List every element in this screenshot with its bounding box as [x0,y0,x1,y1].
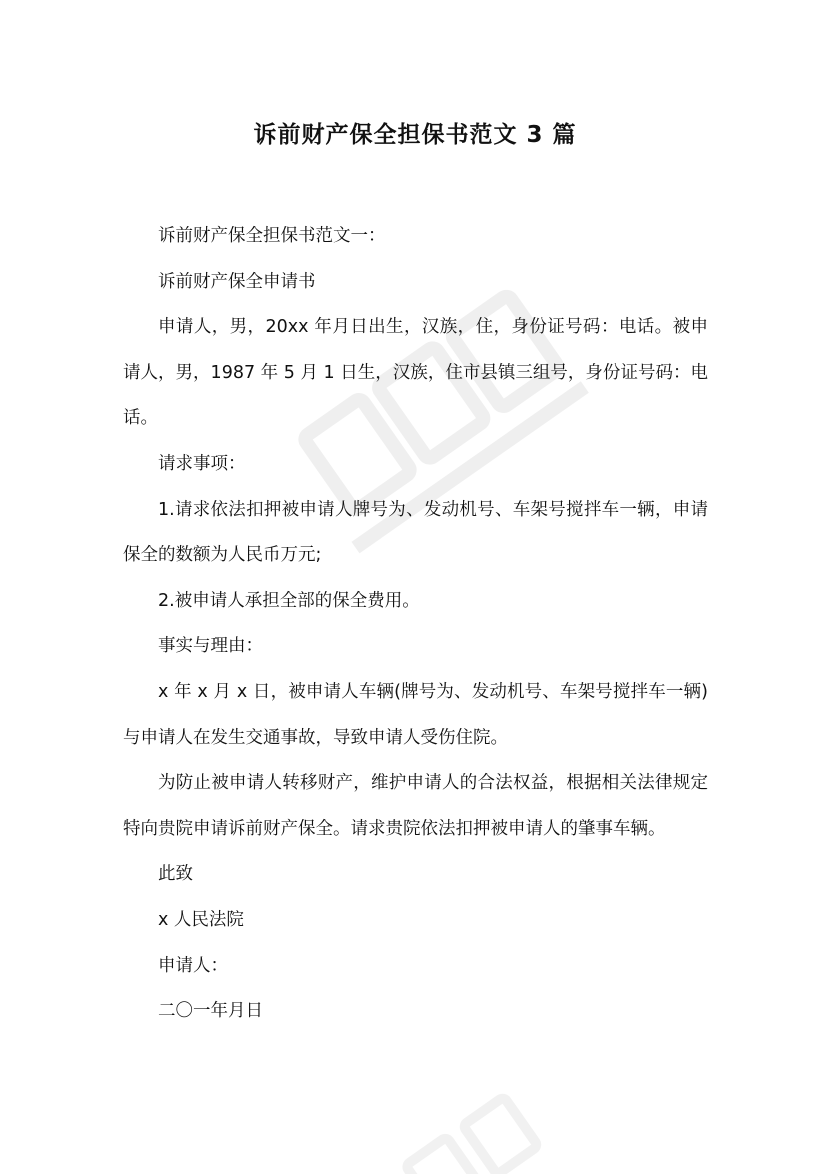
party-info-paragraph: 申请人，男，20xx 年月日出生，汉族，住，身份证号码：电话。被申请人，男，1987 年 5 月 1 日生，汉族，住市县镇三组号，身份证号码：电话。 [123,317,708,429]
facts-paragraph: x 年 x 月 x 日，被申请人车辆(牌号为、发动机号、车架号搅拌车一辆)与申请人在发生交通事故，导致申请人受伤住院。 [123,681,708,748]
court-name: x 人民法院 [158,909,244,930]
watermark-bottom-icon [380,1090,580,1174]
salutation: 此致 [158,864,193,885]
reason-paragraph: 为防止被申请人转移财产，维护申请人的合法权益，根据相关法律规定特向贵院申请诉前财产保全。请求贵院依法扣押被申请人的肇事车辆。 [123,773,708,839]
applicant-signature-label: 申请人： [158,955,228,976]
request-heading: 请求事项： [158,453,246,474]
request-item-2: 2.被申请人承担全部的保全费用。 [158,590,420,611]
section-heading: 诉前财产保全担保书范文一： [158,226,386,246]
date-line: 二〇一年月日 [158,1001,263,1022]
facts-heading: 事实与理由： [158,636,263,657]
sub-heading: 诉前财产保全申请书 [158,271,316,292]
request-item-1: 1.请求依法扣押被申请人牌号为、发动机号、车架号搅拌车一辆，申请保全的数额为人民币万元; [123,499,708,566]
document-body [123,214,708,1035]
document-title: 诉前财产保全担保书范文 3 篇 [253,122,577,148]
